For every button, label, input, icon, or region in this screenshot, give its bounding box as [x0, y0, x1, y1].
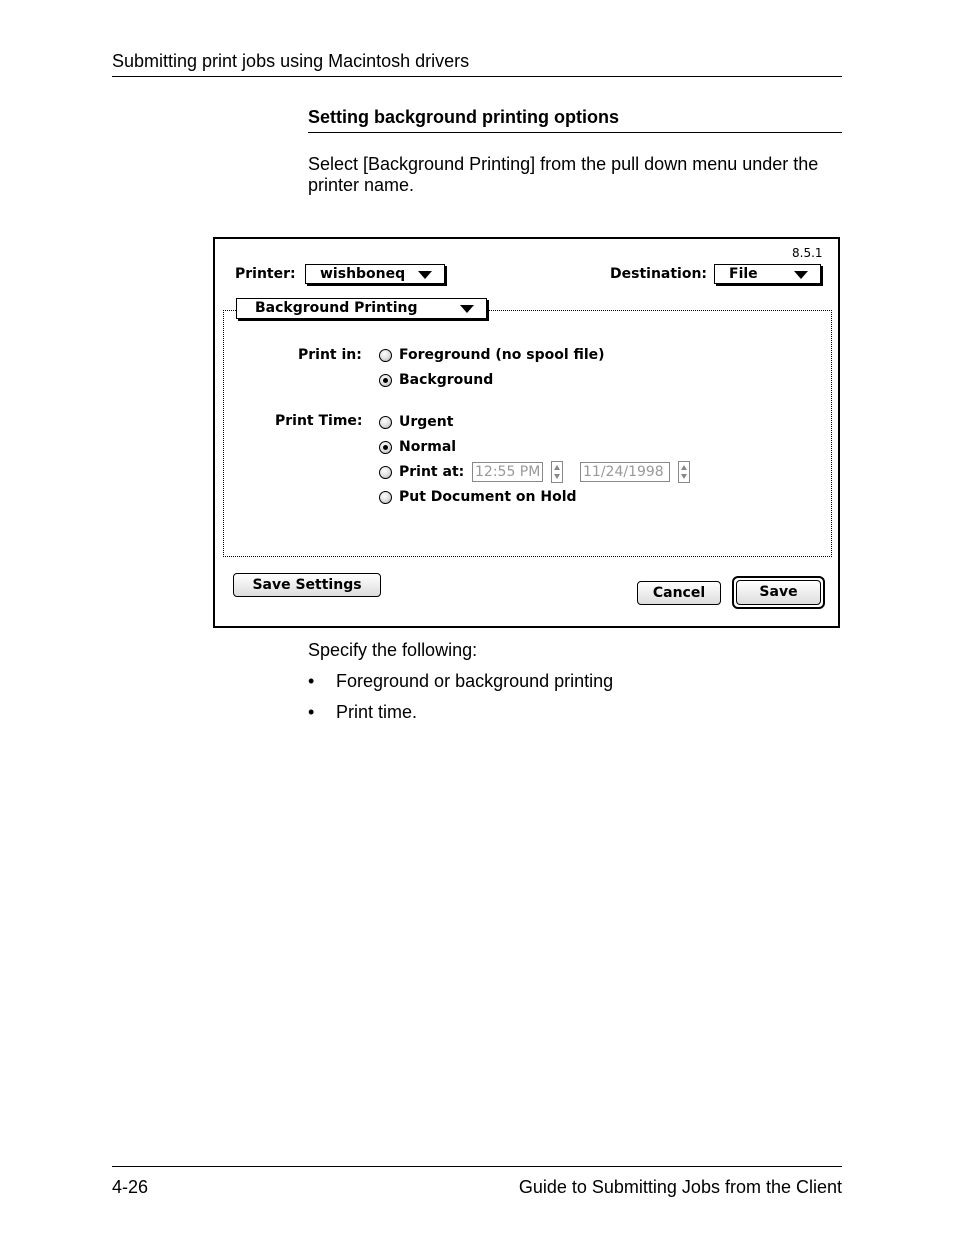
- panel-popup[interactable]: [236, 298, 487, 319]
- time-stepper[interactable]: [551, 461, 563, 483]
- radio-urgent-label: Urgent: [399, 414, 454, 430]
- radio-foreground[interactable]: [379, 349, 392, 362]
- radio-hold-label: Put Document on Hold: [399, 489, 577, 505]
- time-field[interactable]: 12:55 PM: [472, 462, 543, 482]
- arrow-up-icon: [554, 465, 560, 470]
- arrow-down-icon: [681, 474, 687, 479]
- save-button[interactable]: Save: [736, 580, 821, 605]
- radio-normal[interactable]: [379, 441, 392, 454]
- save-settings-button[interactable]: Save Settings: [233, 573, 381, 597]
- destination-popup-value: File: [729, 266, 758, 282]
- bullet-marker: •: [308, 671, 315, 691]
- radio-print-at[interactable]: [379, 466, 392, 479]
- triangle-down-icon: [794, 271, 808, 279]
- version-label: 8.5.1: [792, 246, 823, 260]
- section-rule: [308, 132, 842, 133]
- arrow-up-icon: [681, 465, 687, 470]
- running-header: Submitting print jobs using Macintosh drivers: [112, 51, 470, 71]
- section-title: Setting background printing options: [308, 107, 619, 127]
- printer-label: Printer:: [235, 266, 296, 282]
- destination-popup[interactable]: [714, 264, 821, 284]
- date-field[interactable]: 11/24/1998: [580, 462, 670, 482]
- triangle-down-icon: [418, 271, 432, 279]
- printer-popup[interactable]: [305, 264, 445, 284]
- bullet-item: Print time.: [336, 702, 418, 722]
- radio-foreground-label: Foreground (no spool file): [399, 347, 605, 363]
- bullet-item: Foreground or background printing: [336, 671, 614, 691]
- date-stepper[interactable]: [678, 461, 690, 483]
- radio-print-at-label: Print at:: [399, 464, 465, 480]
- footer-rule: [112, 1166, 842, 1167]
- header-rule: [112, 76, 842, 77]
- page-number: 4-26: [112, 1177, 149, 1197]
- radio-hold[interactable]: [379, 491, 392, 504]
- printer-popup-value: wishboneq: [320, 266, 406, 282]
- triangle-down-icon: [460, 305, 474, 313]
- radio-background-label: Background: [399, 372, 494, 388]
- radio-urgent[interactable]: [379, 416, 392, 429]
- arrow-down-icon: [554, 474, 560, 479]
- intro-paragraph: Select [Background Printing] from the pull down menu under the printer name.: [308, 154, 819, 195]
- bullet-marker: •: [308, 702, 315, 722]
- destination-label: Destination:: [610, 266, 708, 282]
- cancel-button[interactable]: Cancel: [637, 581, 721, 605]
- print-dialog: [213, 237, 840, 628]
- print-in-label: Print in:: [298, 347, 362, 363]
- panel-popup-value: Background Printing: [255, 300, 418, 316]
- radio-background[interactable]: [379, 374, 392, 387]
- print-time-label: Print Time:: [275, 413, 363, 429]
- radio-normal-label: Normal: [399, 439, 457, 455]
- footer-title: Guide to Submitting Jobs from the Client: [518, 1177, 842, 1197]
- specify-label: Specify the following:: [308, 640, 478, 660]
